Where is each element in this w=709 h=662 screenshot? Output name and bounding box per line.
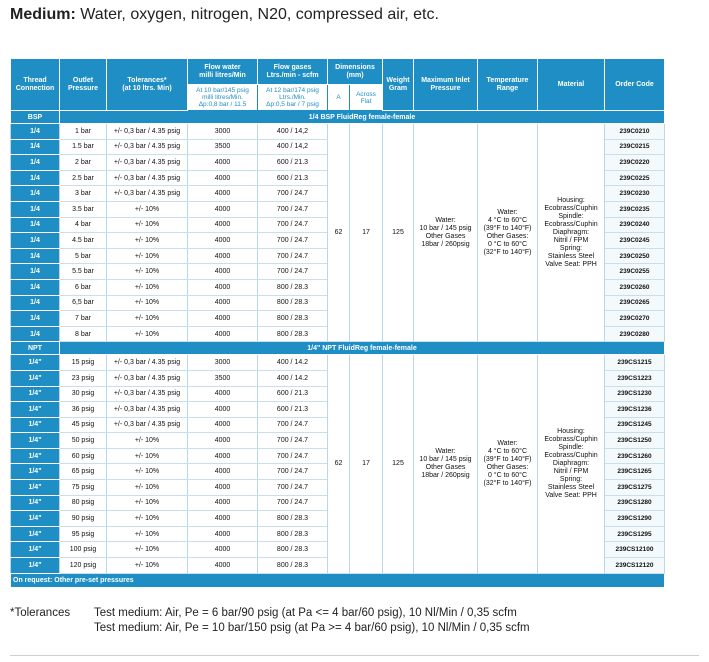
header-dimensions-2: (mm) — [346, 71, 364, 79]
npt-temp-cell — [478, 355, 538, 573]
header-dim-af-1: Across — [356, 90, 376, 98]
npt-weight-cell: 125 — [383, 355, 414, 573]
order-code-cell: 239C0280 — [605, 326, 665, 342]
thread-cell: 1/4" — [11, 495, 60, 511]
outlet-cell: 1 bar — [60, 124, 107, 140]
tolerance-cell: +/- 10% — [107, 433, 188, 449]
tolerance-cell: +/- 10% — [107, 201, 188, 217]
flow-gases-cell: 800 / 28.3 — [258, 295, 328, 311]
header-max-inlet-1: Maximum Inlet — [421, 76, 470, 84]
tolerance-cell: +/- 0,3 bar / 4.35 psig — [107, 155, 188, 171]
npt-max-inlet-cell — [414, 355, 478, 573]
order-code-cell: 239C0245 — [605, 233, 665, 249]
flow-gases-cell: 700 / 24.7 — [258, 248, 328, 264]
tolerance-cell: +/- 0,3 bar / 4.35 psig — [107, 370, 188, 386]
npt-max-inlet-line: 10 bar / 145 psig — [419, 455, 472, 463]
flow-gases-cell: 700 / 24.7 — [258, 495, 328, 511]
thread-cell: 1/4 — [11, 186, 60, 202]
thread-cell: 1/4" — [11, 526, 60, 542]
bsp-temp-line: (32°F to 140°F) — [483, 248, 532, 256]
order-code-cell: 239C0220 — [605, 155, 665, 171]
order-code-cell: 239C0250 — [605, 248, 665, 264]
bsp-temp-line: Water: — [497, 208, 518, 216]
order-code-cell: 239CS12120 — [605, 558, 665, 574]
tolerance-cell: +/- 10% — [107, 495, 188, 511]
bsp-weight-cell: 125 — [383, 124, 414, 342]
flow-water-cell: 4000 — [188, 402, 258, 418]
order-code-cell: 239CS1230 — [605, 386, 665, 402]
outlet-cell: 23 psig — [60, 370, 107, 386]
header-max-inlet — [414, 59, 478, 111]
outlet-cell: 5.5 bar — [60, 264, 107, 280]
outlet-cell: 3 bar — [60, 186, 107, 202]
outlet-cell: 7 bar — [60, 311, 107, 327]
table-row — [11, 124, 665, 140]
bsp-material-line: Ecobrass/Cuphin — [544, 220, 598, 228]
header-thread-2: Connection — [15, 84, 55, 92]
tolerance-cell: +/- 10% — [107, 217, 188, 233]
order-code-cell: 239C0240 — [605, 217, 665, 233]
bsp-material-line: Housing: — [557, 196, 585, 204]
header-flow-gases — [258, 59, 328, 85]
flow-water-cell: 3500 — [188, 370, 258, 386]
thread-cell: 1/4 — [11, 264, 60, 280]
order-code-cell: 239CS12100 — [605, 542, 665, 558]
tolerance-cell: +/- 10% — [107, 526, 188, 542]
notes-line-2: Test medium: Air, Pe = 10 bar/150 psig (at Pa >= 4 bar/60 psig), 10 Nl/Min / 0,35 scfm — [94, 622, 530, 634]
flow-water-cell: 3000 — [188, 355, 258, 371]
outlet-cell: 90 psig — [60, 511, 107, 527]
thread-cell: 1/4" — [11, 417, 60, 433]
on-request-label: On request: — [13, 576, 53, 584]
thread-cell: 1/4 — [11, 217, 60, 233]
bsp-temp-cell — [478, 124, 538, 342]
header-dim-a: A — [328, 85, 350, 111]
header-temperature — [478, 59, 538, 111]
flow-water-sub-2: milli litres/Min. — [202, 94, 243, 101]
medium-heading-text: Water, oxygen, nitrogen, N20, compressed air, etc. — [75, 6, 439, 23]
flow-gases-cell: 700 / 24.7 — [258, 448, 328, 464]
order-code-cell: 239C0270 — [605, 311, 665, 327]
header-outlet-1: Outlet — [72, 76, 94, 84]
header-max-inlet-2: Pressure — [430, 84, 461, 92]
thread-cell: 1/4 — [11, 170, 60, 186]
flow-gases-cell: 800 / 28.3 — [258, 558, 328, 574]
outlet-cell: 95 psig — [60, 526, 107, 542]
header-dimensions-1: Dimensions — [335, 63, 375, 71]
outlet-cell: 50 psig — [60, 433, 107, 449]
header-flow-gases-sub — [258, 85, 328, 111]
outlet-cell: 60 psig — [60, 448, 107, 464]
thread-cell: 1/4" — [11, 558, 60, 574]
bsp-dim-a-cell: 62 — [328, 124, 350, 342]
npt-max-inlet-line: Other Gases — [425, 463, 466, 471]
tolerance-cell: +/- 10% — [107, 511, 188, 527]
tolerance-cell: +/- 10% — [107, 326, 188, 342]
header-material: Material — [538, 59, 605, 111]
notes-label: *Tolerances — [10, 607, 71, 619]
header-flow-gases-2: Ltrs./min - scfm — [266, 71, 319, 79]
header-flow-water-2: milli litres/Min — [199, 71, 246, 79]
bsp-material-line: Spring: — [559, 244, 583, 252]
flow-water-cell: 4000 — [188, 417, 258, 433]
header-weight — [383, 59, 414, 111]
flow-water-cell: 4000 — [188, 248, 258, 264]
bsp-material-line: Nitril / FPM — [553, 236, 589, 244]
bsp-dim-af-cell: 17 — [350, 124, 383, 342]
outlet-cell: 2 bar — [60, 155, 107, 171]
outlet-cell: 6,5 bar — [60, 295, 107, 311]
outlet-cell: 100 psig — [60, 542, 107, 558]
footer-section — [11, 573, 665, 587]
outlet-cell: 2.5 bar — [60, 170, 107, 186]
tolerance-cell: +/- 10% — [107, 542, 188, 558]
npt-temp-line: (32°F to 140°F) — [483, 479, 532, 487]
npt-material-cell — [538, 355, 605, 573]
tolerance-cell: +/- 0,3 bar / 4.35 psig — [107, 186, 188, 202]
header-tolerances-1: Tolerances* — [127, 76, 167, 84]
flow-gases-cell: 800 / 28.3 — [258, 542, 328, 558]
flow-water-cell: 4000 — [188, 170, 258, 186]
order-code-cell: 239CS1265 — [605, 464, 665, 480]
npt-temp-line: 4 °C to 60°C — [487, 447, 528, 455]
header-outlet — [60, 59, 107, 111]
tolerance-cell: +/- 0,3 bar / 4.35 psig — [107, 124, 188, 140]
outlet-cell: 5 bar — [60, 248, 107, 264]
flow-water-cell: 4000 — [188, 201, 258, 217]
tolerance-cell: +/- 10% — [107, 264, 188, 280]
flow-gases-cell: 800 / 28.3 — [258, 326, 328, 342]
flow-gases-cell: 600 / 21.3 — [258, 170, 328, 186]
flow-gases-cell: 800 / 28.3 — [258, 526, 328, 542]
thread-cell: 1/4 — [11, 124, 60, 140]
table-row — [11, 355, 665, 371]
flow-gases-cell: 400 / 14,2 — [258, 139, 328, 155]
npt-material-line: Diaphragm: — [552, 459, 590, 467]
thread-cell: 1/4 — [11, 248, 60, 264]
npt-temp-line: Water: — [497, 439, 518, 447]
flow-water-cell: 4000 — [188, 264, 258, 280]
flow-water-cell: 4000 — [188, 386, 258, 402]
thread-cell: 1/4 — [11, 311, 60, 327]
thread-cell: 1/4 — [11, 326, 60, 342]
bsp-material-cell — [538, 124, 605, 342]
thread-cell: 1/4" — [11, 511, 60, 527]
outlet-cell: 3.5 bar — [60, 201, 107, 217]
bsp-section-title: 1/4 BSP FluidReg female-female — [60, 111, 665, 124]
order-code-cell: 239C0265 — [605, 295, 665, 311]
flow-gases-cell: 700 / 24.7 — [258, 433, 328, 449]
bsp-max-inlet-line: Other Gases — [425, 232, 466, 240]
npt-max-inlet-line: 18bar / 260psig — [421, 471, 470, 479]
header-outlet-2: Pressure — [68, 84, 98, 92]
header-temperature-1: Temperature — [486, 76, 529, 84]
flow-gases-sub-3: Δp:0,5 bar / 7 psig — [266, 101, 319, 108]
flow-water-cell: 4000 — [188, 326, 258, 342]
order-code-cell: 239CS1260 — [605, 448, 665, 464]
header-flow-water-sub — [188, 85, 258, 111]
npt-material-line: Nitril / FPM — [553, 467, 589, 475]
flow-water-cell: 4000 — [188, 217, 258, 233]
flow-gases-cell: 600 / 21.3 — [258, 402, 328, 418]
bsp-section — [11, 111, 665, 342]
header-flow-water-1: Flow water — [204, 63, 241, 71]
thread-cell: 1/4" — [11, 355, 60, 371]
flow-gases-cell: 700 / 24.7 — [258, 464, 328, 480]
tolerance-cell: +/- 10% — [107, 279, 188, 295]
flow-gases-cell: 700 / 24.7 — [258, 186, 328, 202]
flow-water-cell: 4000 — [188, 480, 258, 496]
tolerance-cell: +/- 0,3 bar / 4.35 psig — [107, 170, 188, 186]
flow-gases-sub-2: Ltrs./Min. — [279, 94, 306, 101]
bsp-max-inlet-line: 18bar / 260psig — [421, 240, 470, 248]
medium-heading — [10, 6, 439, 24]
tolerance-cell: +/- 10% — [107, 480, 188, 496]
npt-dim-a-cell: 62 — [328, 355, 350, 573]
flow-water-cell: 4000 — [188, 526, 258, 542]
header-weight-1: Weight — [386, 76, 410, 84]
flow-water-cell: 4000 — [188, 542, 258, 558]
flow-gases-cell: 700 / 24.7 — [258, 217, 328, 233]
flow-water-sub-3: Δp:0,8 bar / 11.5 — [198, 101, 247, 108]
bsp-material-line: Valve Seat: PPH — [545, 260, 597, 268]
flow-gases-cell: 400 / 14.2 — [258, 370, 328, 386]
thread-cell: 1/4" — [11, 402, 60, 418]
order-code-cell: 239CS1236 — [605, 402, 665, 418]
notes-line-1: Test medium: Air, Pe = 6 bar/90 psig (at Pa <= 4 bar/60 psig), 10 Nl/Min / 0,35 scfm — [94, 607, 517, 619]
thread-cell: 1/4 — [11, 201, 60, 217]
order-code-cell: 239C0215 — [605, 139, 665, 155]
outlet-cell: 6 bar — [60, 279, 107, 295]
outlet-cell: 36 psig — [60, 402, 107, 418]
bsp-max-inlet-line: 10 bar / 145 psig — [419, 224, 472, 232]
flow-gases-cell: 800 / 28.3 — [258, 511, 328, 527]
npt-material-line: Ecobrass/Cuphin — [544, 435, 598, 443]
npt-temp-line: Other Gases: — [486, 463, 529, 471]
bsp-temp-line: Other Gases: — [486, 232, 529, 240]
flow-water-cell: 4000 — [188, 448, 258, 464]
order-code-cell: 239C0230 — [605, 186, 665, 202]
tolerance-cell: +/- 10% — [107, 448, 188, 464]
header-flow-water — [188, 59, 258, 85]
header-thread — [11, 59, 60, 111]
tolerance-cell: +/- 10% — [107, 233, 188, 249]
order-code-cell: 239C0235 — [605, 201, 665, 217]
order-code-cell: 239C0210 — [605, 124, 665, 140]
tolerance-cell: +/- 10% — [107, 311, 188, 327]
tolerance-cell: +/- 0,3 bar / 4.35 psig — [107, 417, 188, 433]
outlet-cell: 120 psig — [60, 558, 107, 574]
order-code-cell: 239CS1290 — [605, 511, 665, 527]
header-tolerances — [107, 59, 188, 111]
outlet-cell: 8 bar — [60, 326, 107, 342]
npt-material-line: Valve Seat: PPH — [545, 491, 597, 499]
flow-water-cell: 4000 — [188, 186, 258, 202]
bsp-section-label: BSP — [11, 111, 60, 124]
outlet-cell: 75 psig — [60, 480, 107, 496]
tolerance-cell: +/- 0,3 bar / 4.35 psig — [107, 355, 188, 371]
order-code-cell: 239CS1295 — [605, 526, 665, 542]
flow-gases-cell: 800 / 28.3 — [258, 279, 328, 295]
order-code-cell: 239CS1250 — [605, 433, 665, 449]
order-code-cell: 239CS1275 — [605, 480, 665, 496]
outlet-cell: 4.5 bar — [60, 233, 107, 249]
tolerance-cell: +/- 10% — [107, 558, 188, 574]
header-dimensions — [328, 59, 383, 85]
flow-water-cell: 4000 — [188, 233, 258, 249]
tolerance-cell: +/- 10% — [107, 295, 188, 311]
order-code-cell: 239CS1223 — [605, 370, 665, 386]
flow-water-cell: 4000 — [188, 279, 258, 295]
npt-material-line: Ecobrass/Cuphin — [544, 451, 598, 459]
on-request-text: Other pre-set pressures — [54, 576, 134, 584]
flow-water-cell: 4000 — [188, 511, 258, 527]
flow-water-cell: 3500 — [188, 139, 258, 155]
flow-gases-cell: 400 / 14.2 — [258, 355, 328, 371]
flow-gases-cell: 700 / 24.7 — [258, 480, 328, 496]
flow-water-cell: 4000 — [188, 558, 258, 574]
thread-cell: 1/4 — [11, 295, 60, 311]
flow-gases-cell: 700 / 24.7 — [258, 417, 328, 433]
outlet-cell: 15 psig — [60, 355, 107, 371]
npt-material-line: Housing: — [557, 427, 585, 435]
bsp-material-line: Diaphragm: — [552, 228, 590, 236]
flow-water-cell: 4000 — [188, 495, 258, 511]
flow-gases-sub-1: At 12 bar/174 psig — [266, 87, 319, 94]
header-dim-af-2: Flat — [360, 97, 372, 105]
flow-gases-cell: 700 / 24.7 — [258, 201, 328, 217]
thread-cell: 1/4" — [11, 370, 60, 386]
tolerance-cell: +/- 0,3 bar / 4.35 psig — [107, 139, 188, 155]
npt-temp-line: (39°F to 140°F) — [483, 455, 532, 463]
spec-table — [10, 58, 665, 588]
flow-water-sub-1: At 10 bar/145 psig — [196, 87, 249, 94]
outlet-cell: 65 psig — [60, 464, 107, 480]
bsp-material-line: Spindle: — [558, 212, 584, 220]
flow-water-cell: 3000 — [188, 124, 258, 140]
outlet-cell: 30 psig — [60, 386, 107, 402]
thread-cell: 1/4" — [11, 542, 60, 558]
tolerance-cell: +/- 0,3 bar / 4.35 psig — [107, 402, 188, 418]
outlet-cell: 45 psig — [60, 417, 107, 433]
thread-cell: 1/4 — [11, 139, 60, 155]
bsp-max-inlet-cell — [414, 124, 478, 342]
thread-cell: 1/4" — [11, 433, 60, 449]
bsp-temp-line: 0 °C to 60°C — [487, 240, 528, 248]
npt-material-line: Spring: — [559, 475, 583, 483]
thread-cell: 1/4" — [11, 464, 60, 480]
flow-water-cell: 4000 — [188, 433, 258, 449]
header-tolerances-2: (at 10 ltrs. Min) — [122, 84, 172, 92]
header-weight-2: Gram — [388, 84, 408, 92]
thread-cell: 1/4 — [11, 279, 60, 295]
npt-temp-line: 0 °C to 60°C — [487, 471, 528, 479]
tolerance-notes — [10, 606, 530, 636]
bottom-divider — [10, 655, 699, 656]
header-temperature-2: Range — [496, 84, 519, 92]
header-flow-gases-1: Flow gases — [273, 63, 312, 71]
flow-water-cell: 4000 — [188, 155, 258, 171]
npt-material-line: Spindle: — [558, 443, 584, 451]
flow-gases-cell: 700 / 24.7 — [258, 264, 328, 280]
tolerance-cell: +/- 10% — [107, 248, 188, 264]
order-code-cell: 239C0225 — [605, 170, 665, 186]
bsp-temp-line: (39°F to 140°F) — [483, 224, 532, 232]
flow-water-cell: 4000 — [188, 464, 258, 480]
tolerance-cell: +/- 10% — [107, 464, 188, 480]
thread-cell: 1/4 — [11, 155, 60, 171]
bsp-temp-line: 4 °C to 60°C — [487, 216, 528, 224]
flow-water-cell: 4000 — [188, 295, 258, 311]
thread-cell: 1/4" — [11, 480, 60, 496]
outlet-cell: 80 psig — [60, 495, 107, 511]
order-code-cell: 239CS1245 — [605, 417, 665, 433]
thread-cell: 1/4" — [11, 386, 60, 402]
bsp-material-line: Ecobrass/Cuphin — [544, 204, 598, 212]
on-request-row — [11, 573, 665, 587]
flow-gases-cell: 600 / 21.3 — [258, 155, 328, 171]
npt-material-line: Stainless Steel — [547, 483, 595, 491]
flow-gases-cell: 600 / 21.3 — [258, 386, 328, 402]
tolerance-cell: +/- 0,3 bar / 4.35 psig — [107, 386, 188, 402]
bsp-max-inlet-line: Water: — [435, 216, 456, 224]
flow-gases-cell: 400 / 14,2 — [258, 124, 328, 140]
npt-section-title: 1/4" NPT FluidReg female-female — [60, 342, 665, 355]
thread-cell: 1/4 — [11, 233, 60, 249]
order-code-cell: 239CS1215 — [605, 355, 665, 371]
npt-max-inlet-line: Water: — [435, 447, 456, 455]
order-code-cell: 239CS1280 — [605, 495, 665, 511]
npt-section — [11, 342, 665, 573]
bsp-material-line: Stainless Steel — [547, 252, 595, 260]
header-order-code: Order Code — [605, 59, 665, 111]
flow-water-cell: 4000 — [188, 311, 258, 327]
npt-dim-af-cell: 17 — [350, 355, 383, 573]
thread-cell: 1/4" — [11, 448, 60, 464]
medium-heading-label: Medium: — [10, 6, 76, 23]
order-code-cell: 239C0260 — [605, 279, 665, 295]
header-dim-af — [350, 85, 383, 111]
header-thread-1: Thread — [23, 76, 47, 84]
flow-gases-cell: 700 / 24.7 — [258, 233, 328, 249]
flow-gases-cell: 800 / 28.3 — [258, 311, 328, 327]
outlet-cell: 4 bar — [60, 217, 107, 233]
npt-section-label: NPT — [11, 342, 60, 355]
outlet-cell: 1.5 bar — [60, 139, 107, 155]
order-code-cell: 239C0255 — [605, 264, 665, 280]
